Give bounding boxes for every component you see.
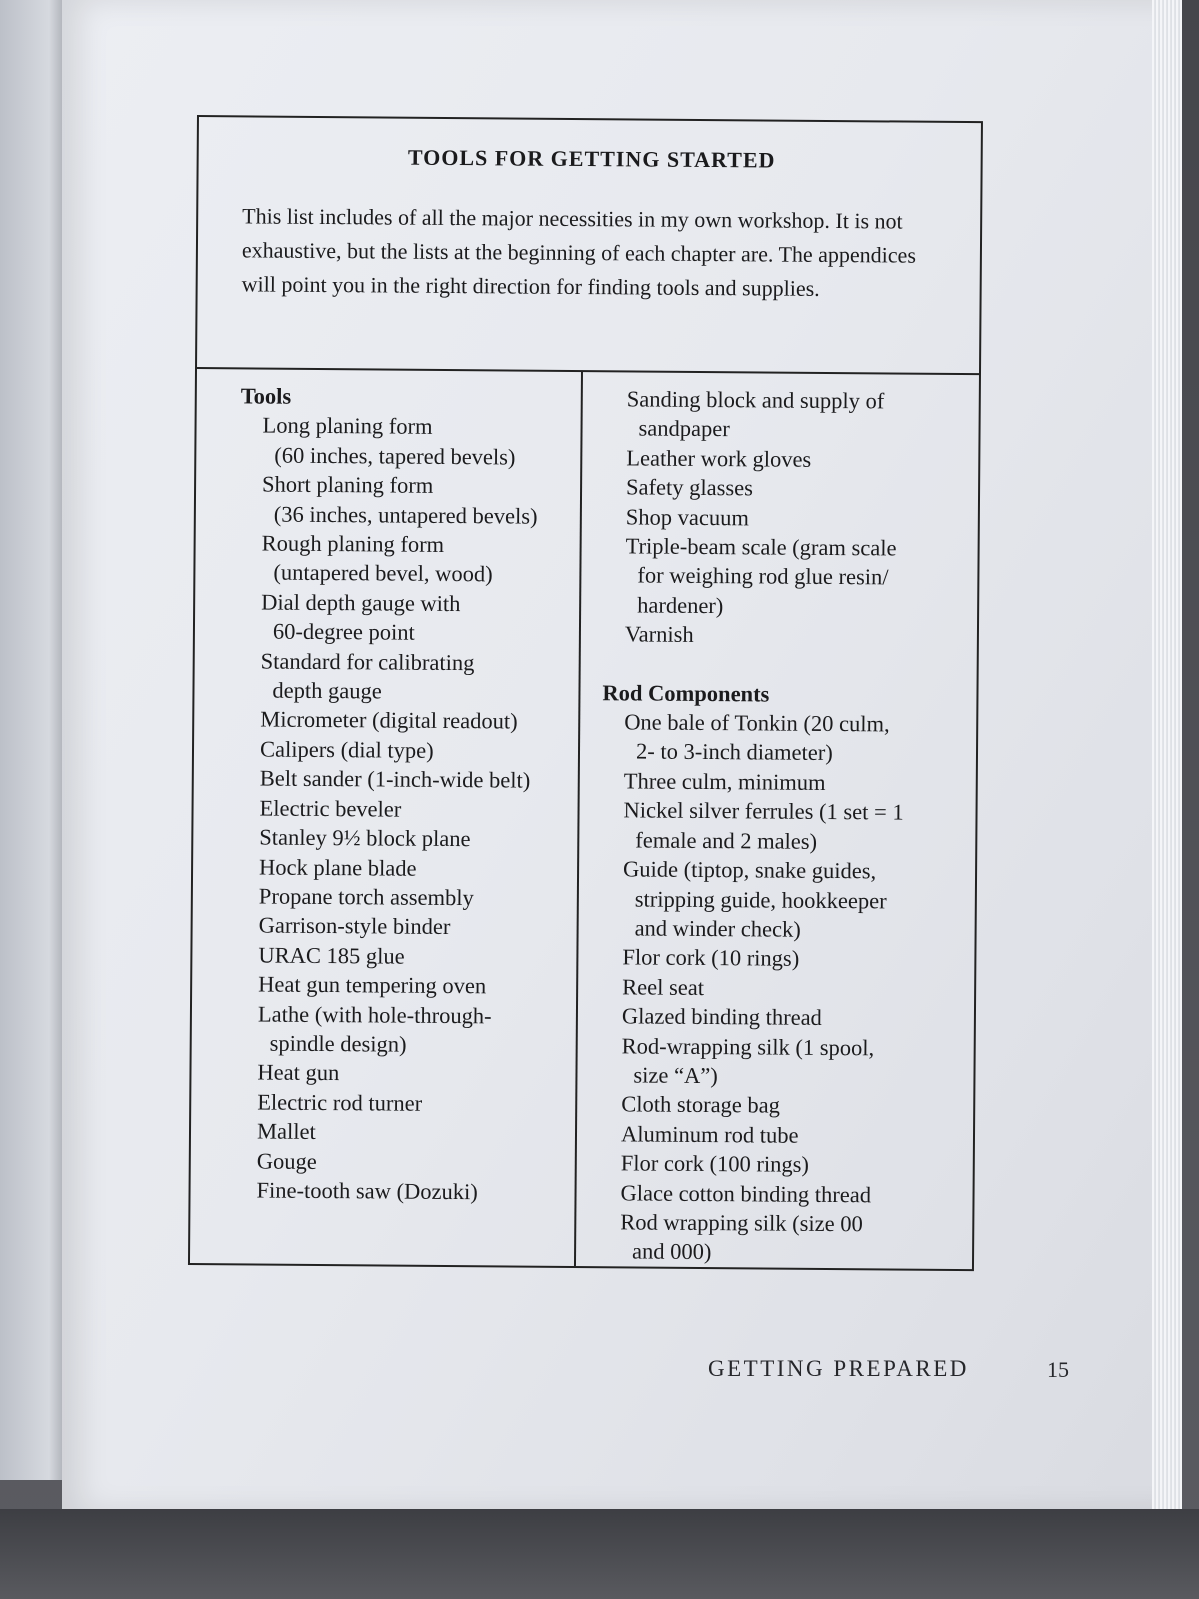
list-item: for weighing rod glue resin/ bbox=[637, 562, 889, 590]
list-item: Three culm, minimum bbox=[623, 768, 826, 795]
list-item: Heat gun tempering oven bbox=[258, 971, 487, 999]
list-item: and 000) bbox=[631, 1238, 712, 1265]
list-item: Gouge bbox=[256, 1148, 317, 1174]
list-item: hardener) bbox=[637, 592, 724, 618]
intro-paragraph: This list includes of all the major necessities in my own workshop. It is not exhaustive, but the lists at the beginning of each chapter are. The appendices will point you in the right direction for finding tools and supplies. bbox=[241, 203, 917, 301]
box-header bbox=[197, 117, 981, 375]
tools-column bbox=[190, 369, 583, 1266]
list-item: depth gauge bbox=[272, 677, 382, 704]
list-item: Belt sander (1-inch-wide belt) bbox=[259, 765, 531, 793]
list-item: Heat gun bbox=[257, 1059, 340, 1086]
list-item: Sanding block and supply of bbox=[626, 386, 885, 414]
list-columns bbox=[190, 369, 979, 1269]
list-item: Flor cork (100 rings) bbox=[620, 1150, 809, 1177]
rod-components-heading: Rod Components bbox=[602, 679, 770, 707]
list-item: Nickel silver ferrules (1 set = 1 bbox=[623, 797, 904, 825]
box-title: TOOLS FOR GETTING STARTED bbox=[407, 144, 776, 173]
list-item: 2- to 3-inch diameter) bbox=[635, 738, 833, 766]
list-item: Rod-wrapping silk (1 spool, bbox=[621, 1032, 875, 1060]
list-item: Safety glasses bbox=[625, 474, 754, 501]
list-item: URAC 185 glue bbox=[258, 942, 405, 969]
list-item: Glazed binding thread bbox=[621, 1003, 822, 1031]
list-item: and winder check) bbox=[634, 915, 801, 942]
list-item: Electric beveler bbox=[259, 795, 402, 822]
supplies-column bbox=[576, 372, 979, 1269]
list-item: Aluminum rod tube bbox=[620, 1121, 799, 1148]
facing-page-edge bbox=[0, 0, 70, 1480]
list-item: (untapered bevel, wood) bbox=[273, 560, 493, 587]
list-item: Triple-beam scale (gram scale bbox=[625, 533, 897, 561]
list-item: Rough planing form bbox=[261, 530, 445, 557]
list-item: Guide (tiptop, snake guides, bbox=[622, 856, 877, 884]
list-item: Standard for calibrating bbox=[260, 648, 475, 675]
list-item: Glace cotton binding thread bbox=[620, 1179, 872, 1207]
list-item: Long planing form bbox=[262, 412, 433, 440]
list-item: Rod wrapping silk (size 00 bbox=[620, 1209, 863, 1237]
list-item: (36 inches, untapered bevels) bbox=[273, 501, 538, 529]
list-item: One bale of Tonkin (20 culm, bbox=[624, 709, 890, 737]
list-item: sandpaper bbox=[638, 415, 730, 442]
list-item: stripping guide, hookkeeper bbox=[634, 885, 887, 913]
list-item: 60-degree point bbox=[272, 618, 415, 645]
tools-sidebar-box bbox=[188, 115, 983, 1271]
list-item: Shop vacuum bbox=[625, 504, 750, 530]
list-item: Flor cork (10 rings) bbox=[622, 944, 800, 972]
list-item: spindle design) bbox=[269, 1030, 407, 1057]
list-item: Electric rod turner bbox=[257, 1089, 423, 1116]
list-item: Fine-tooth saw (Dozuki) bbox=[256, 1177, 478, 1205]
list-item: Calipers (dial type) bbox=[259, 736, 434, 763]
list-item: Reel seat bbox=[622, 974, 705, 1000]
running-head: GETTING PREPARED bbox=[708, 1356, 969, 1381]
list-item: size “A”) bbox=[633, 1062, 718, 1089]
list-item: Cloth storage bag bbox=[621, 1091, 781, 1118]
list-item: Micrometer (digital readout) bbox=[260, 706, 518, 735]
list-item: Leather work gloves bbox=[626, 445, 812, 472]
list-item: female and 2 males) bbox=[635, 827, 818, 854]
table-surface bbox=[0, 1509, 1199, 1599]
list-item: Short planing form bbox=[262, 471, 434, 499]
list-item: Lathe (with hole-through- bbox=[257, 1001, 492, 1028]
list-item: (60 inches, tapered bevels) bbox=[274, 442, 516, 470]
list-item: Dial depth gauge with bbox=[261, 589, 461, 616]
page-number: 15 bbox=[1047, 1357, 1069, 1382]
list-item: Varnish bbox=[624, 621, 694, 648]
page-stack-edge bbox=[1152, 0, 1182, 1512]
section-spacer bbox=[603, 649, 977, 681]
tools-heading: Tools bbox=[240, 383, 292, 409]
list-item: Stanley 9½ block plane bbox=[259, 824, 471, 852]
list-item: Mallet bbox=[256, 1118, 316, 1145]
list-item: Propane torch assembly bbox=[258, 883, 474, 911]
list-item: Hock plane blade bbox=[259, 854, 417, 881]
list-item: Garrison-style binder bbox=[258, 912, 451, 940]
